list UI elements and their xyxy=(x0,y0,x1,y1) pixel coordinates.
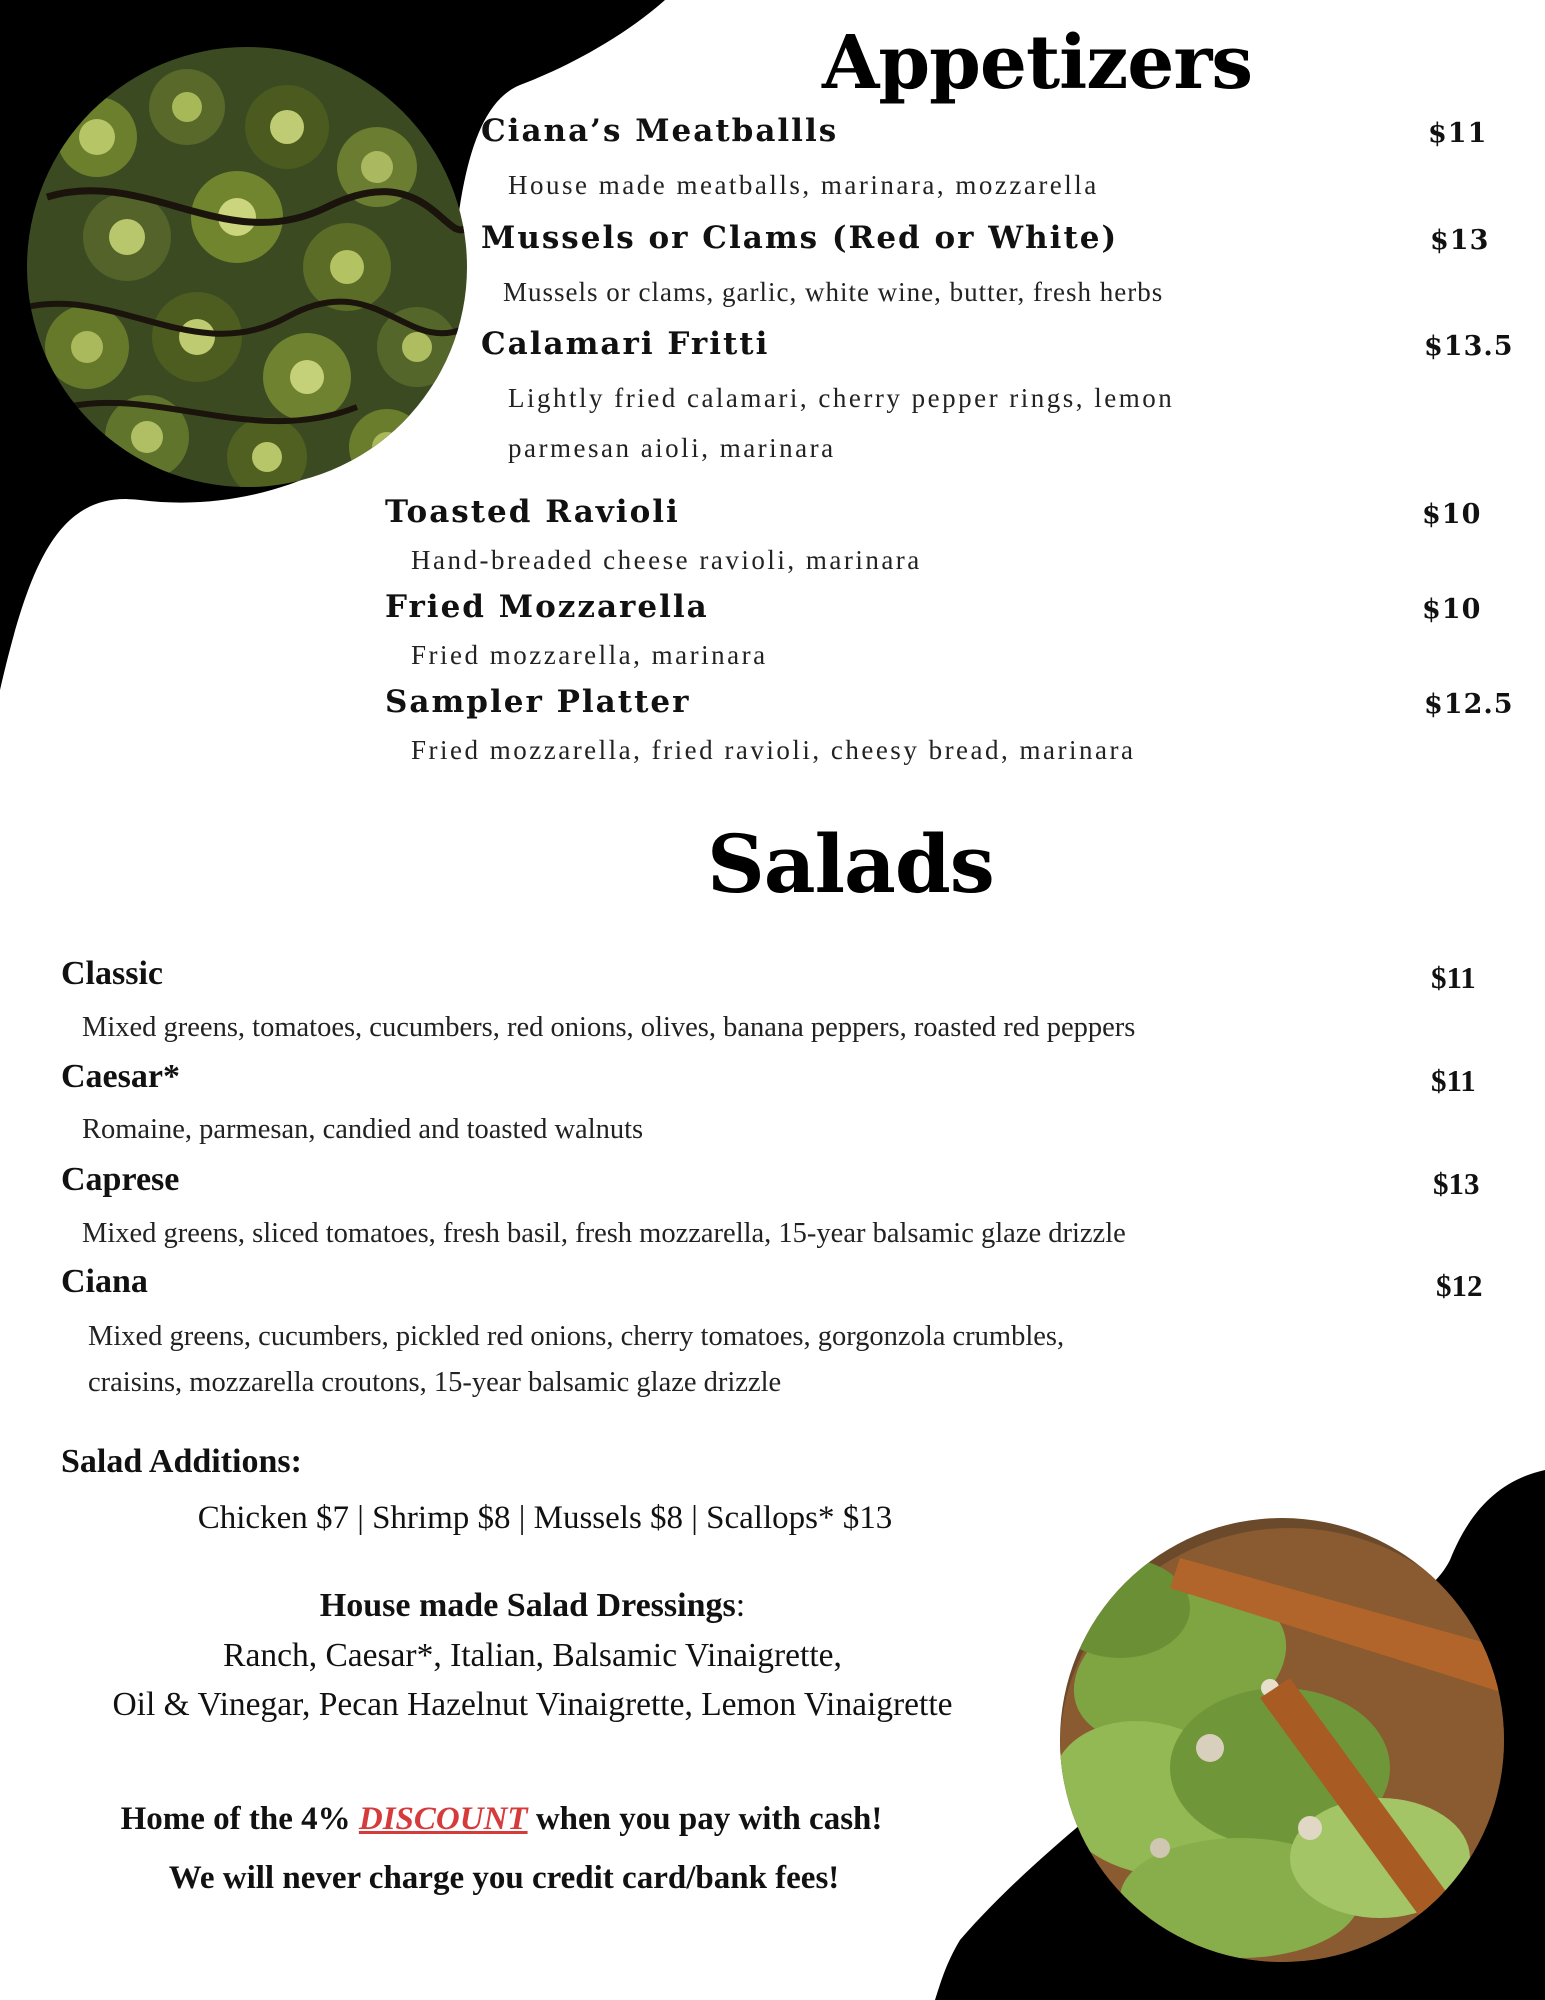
item-name: Ciana xyxy=(61,1263,148,1300)
item-description: Mixed greens, tomatoes, cucumbers, red onions, olives, banana peppers, roasted red peppers xyxy=(82,1012,1136,1043)
item-description: craisins, mozzarella croutons, 15-year balsamic glaze drizzle xyxy=(88,1367,782,1398)
promo-text: when you pay with cash! xyxy=(527,1801,883,1837)
item-name: Sampler Platter xyxy=(385,684,691,720)
discount-highlight: DISCOUNT xyxy=(358,1801,528,1837)
dressings-colon: : xyxy=(735,1587,746,1624)
appetizers-heading: Appetizers xyxy=(822,20,1253,106)
item-name: Calamari Fritti xyxy=(481,326,770,362)
salad-additions-list: Chicken $7 | Shrimp $8 | Mussels $8 | Scallops* $13 xyxy=(197,1500,893,1536)
item-price: $10 xyxy=(1422,594,1482,625)
no-fees-note: We will never charge you credit card/bank fees! xyxy=(168,1860,840,1896)
brussels-sprouts-photo xyxy=(27,47,467,487)
item-name: Caprese xyxy=(61,1161,180,1198)
item-name: Fried Mozzarella xyxy=(385,589,709,625)
salad-additions-label: Salad Additions: xyxy=(61,1443,302,1480)
item-description: Mixed greens, cucumbers, pickled red onions, cherry tomatoes, gorgonzola crumbles, xyxy=(88,1321,1065,1352)
item-description: Mixed greens, sliced tomatoes, fresh basil, fresh mozzarella, 15-year balsamic glaze drizzle xyxy=(82,1218,1126,1249)
item-description: Mussels or clams, garlic, white wine, butter, fresh herbs xyxy=(503,277,1164,307)
item-price: $12.5 xyxy=(1424,689,1514,720)
item-description: parmesan aioli, marinara xyxy=(508,433,836,463)
dressings-heading xyxy=(0,1587,1065,1625)
promo-text: Home of the 4% xyxy=(120,1801,359,1837)
item-name: Ciana’s Meatballls xyxy=(481,113,839,149)
salads-heading: Salads xyxy=(707,817,994,911)
item-price: $12 xyxy=(1436,1268,1483,1303)
cash-discount-note xyxy=(0,1801,1003,1838)
item-price: $10 xyxy=(1422,499,1482,530)
item-price: $11 xyxy=(1431,1063,1476,1098)
item-name: Toasted Ravioli xyxy=(385,494,680,530)
item-price: $11 xyxy=(1428,118,1488,149)
item-description: Fried mozzarella, marinara xyxy=(411,640,768,670)
item-name: Caesar* xyxy=(61,1058,180,1095)
item-name: Mussels or Clams (Red or White) xyxy=(481,220,1119,256)
item-price: $13 xyxy=(1430,225,1490,256)
dressings-line: Ranch, Caesar*, Italian, Balsamic Vinaigrette, xyxy=(223,1637,842,1674)
item-description: Fried mozzarella, fried ravioli, cheesy bread, marinara xyxy=(411,735,1136,765)
item-description: Romaine, parmesan, candied and toasted walnuts xyxy=(82,1114,644,1145)
dressings-label: House made Salad Dressings xyxy=(319,1587,736,1624)
dressings-line: Oil & Vinegar, Pecan Hazelnut Vinaigrette, Lemon Vinaigrette xyxy=(112,1686,953,1723)
item-description: Lightly fried calamari, cherry pepper rings, lemon xyxy=(508,383,1175,413)
item-price: $11 xyxy=(1431,960,1476,995)
item-name: Classic xyxy=(61,955,163,992)
item-description: Hand-breaded cheese ravioli, marinara xyxy=(411,545,922,575)
caesar-salad-photo xyxy=(1060,1518,1504,1962)
item-price: $13 xyxy=(1433,1166,1480,1201)
item-price: $13.5 xyxy=(1424,331,1514,362)
item-description: House made meatballs, marinara, mozzarella xyxy=(508,170,1099,200)
